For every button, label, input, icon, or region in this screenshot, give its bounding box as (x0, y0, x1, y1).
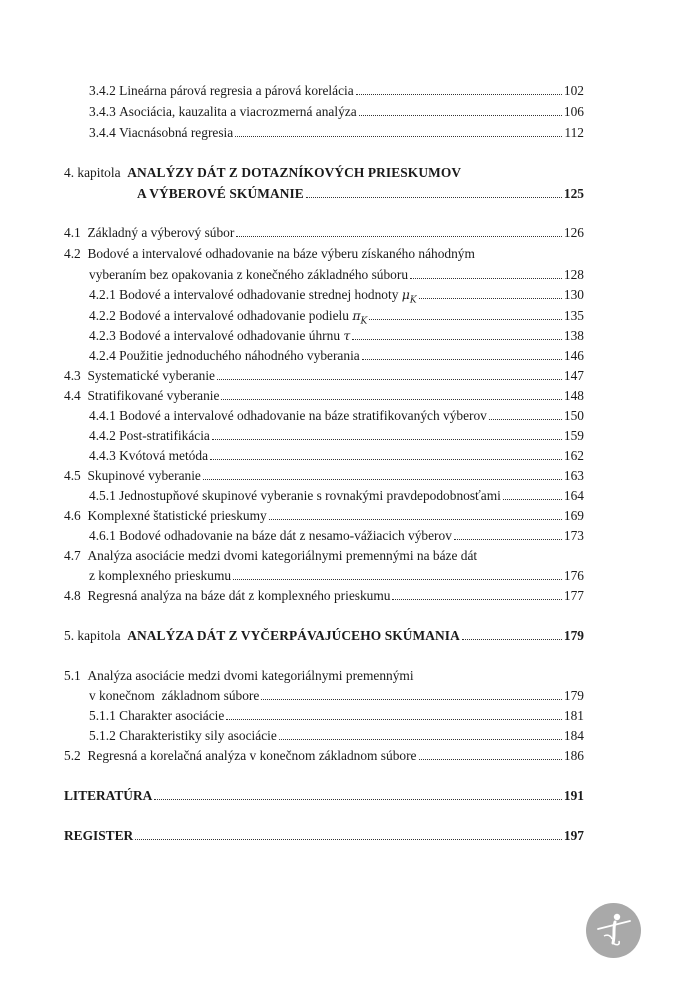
toc-literature[interactable]: LITERATÚRA 191 (64, 788, 584, 803)
leader-dots (419, 758, 562, 760)
leader-dots (369, 318, 562, 320)
toc-entry[interactable]: 5.2 Regresná a korelačná analýza v konečnom základnom súbore 186 (64, 748, 584, 763)
leader-dots (135, 838, 562, 840)
leader-dots (226, 718, 562, 720)
toc-entry[interactable]: 4.2 Bodové a intervalové odhadovanie na báze výberu získaného náhodným (64, 246, 475, 261)
publisher-logo-icon (586, 903, 641, 958)
leader-dots (454, 538, 562, 540)
leader-dots (362, 358, 562, 360)
toc-entry[interactable]: 4.3 Systematické vyberanie 147 (64, 368, 584, 383)
leader-dots (233, 578, 562, 580)
toc-entry[interactable]: 4.6 Komplexné štatistické prieskumy 169 (64, 508, 584, 523)
toc-entry[interactable]: 4.5.1 Jednostupňové skupinové vyberanie s rovnakými pravdepodobnosťami 164 (89, 488, 584, 503)
leader-dots (489, 418, 562, 420)
leader-dots (359, 114, 562, 116)
figure-icon (586, 903, 641, 958)
leader-dots (269, 518, 562, 520)
toc-entry[interactable]: 4.2.2 Bodové a intervalové odhadovanie podielu $\pi_K$ 135 (89, 307, 584, 331)
toc-entry[interactable]: 5.1.1 Charakter asociácie 181 (89, 708, 584, 723)
leader-dots (419, 297, 562, 299)
toc-entry[interactable]: 3.4.3 Asociácia, kauzalita a viacrozmerná analýza 106 (89, 104, 584, 119)
leader-dots (352, 338, 562, 340)
leader-dots (462, 638, 562, 640)
toc-entry-continued[interactable]: z komplexného prieskumu 176 (89, 568, 584, 583)
chapter-heading[interactable]: 4. kapitola ANALÝZY DÁT Z DOTAZNÍKOVÝCH PRIESKUMOV (64, 165, 462, 180)
math-symbol: τ (343, 328, 351, 343)
chapter-heading-continued[interactable]: A VÝBEROVÉ SKÚMANIE 125 (137, 186, 584, 201)
toc-entry[interactable]: 4.5 Skupinové vyberanie 163 (64, 468, 584, 483)
math-symbol: $\mu_K$ (401, 287, 417, 306)
leader-dots (306, 196, 562, 198)
leader-dots (392, 598, 561, 600)
toc-entry[interactable]: 3.4.4 Viacnásobná regresia 112 (89, 125, 584, 140)
toc-entry[interactable]: 4.2.4 Použitie jednoduchého náhodného vyberania 146 (89, 348, 584, 363)
toc-entry[interactable]: 4.2.1 Bodové a intervalové odhadovanie strednej hodnoty $\mu_K$ 130 (89, 286, 584, 310)
toc-entry[interactable]: 4.2.3 Bodové a intervalové odhadovanie úhrnu τ 138 (89, 328, 584, 343)
toc-entry-continued[interactable]: v konečnom základnom súbore 179 (89, 688, 584, 703)
leader-dots (235, 135, 562, 137)
toc-entry[interactable]: 4.4.3 Kvótová metóda 162 (89, 448, 584, 463)
chapter-heading[interactable]: 5. kapitola ANALÝZA DÁT Z VYČERPÁVAJÚCEHO SKÚMANIA 179 (64, 628, 584, 643)
toc-entry[interactable]: 3.4.2 Lineárna párová regresia a párová korelácia 102 (89, 83, 584, 98)
toc-entry[interactable]: 5.1 Analýza asociácie medzi dvomi kategoriálnymi premennými (64, 668, 414, 683)
toc-entry[interactable]: 4.6.1 Bodové odhadovanie na báze dát z nesamo-vážiacich výberov 173 (89, 528, 584, 543)
toc-register[interactable]: REGISTER 197 (64, 828, 584, 843)
toc-entry-continued[interactable]: vyberaním bez opakovania z konečného základného súboru 128 (89, 267, 584, 282)
toc-entry[interactable]: 4.7 Analýza asociácie medzi dvomi kategoriálnymi premennými na báze dát (64, 548, 478, 563)
toc-entry[interactable]: 4.4.2 Post-stratifikácia 159 (89, 428, 584, 443)
toc-entry[interactable]: 4.8 Regresná analýza na báze dát z komplexného prieskumu 177 (64, 588, 584, 603)
toc-entry[interactable]: 4.4 Stratifikované vyberanie 148 (64, 388, 584, 403)
toc-entry[interactable]: 4.4.1 Bodové a intervalové odhadovanie na báze stratifikovaných výberov 150 (89, 408, 584, 423)
toc-entry[interactable]: 4.1 Základný a výberový súbor 126 (64, 225, 584, 240)
leader-dots (203, 478, 562, 480)
leader-dots (261, 698, 562, 700)
leader-dots (356, 93, 562, 95)
leader-dots (217, 378, 562, 380)
leader-dots (236, 235, 562, 237)
leader-dots (221, 398, 561, 400)
leader-dots (503, 498, 562, 500)
leader-dots (410, 277, 562, 279)
leader-dots (210, 458, 562, 460)
math-symbol: $\pi_K$ (352, 308, 368, 327)
leader-dots (154, 798, 562, 800)
leader-dots (212, 438, 562, 440)
toc-entry[interactable]: 5.1.2 Charakteristiky sily asociácie 184 (89, 728, 584, 743)
leader-dots (279, 738, 562, 740)
